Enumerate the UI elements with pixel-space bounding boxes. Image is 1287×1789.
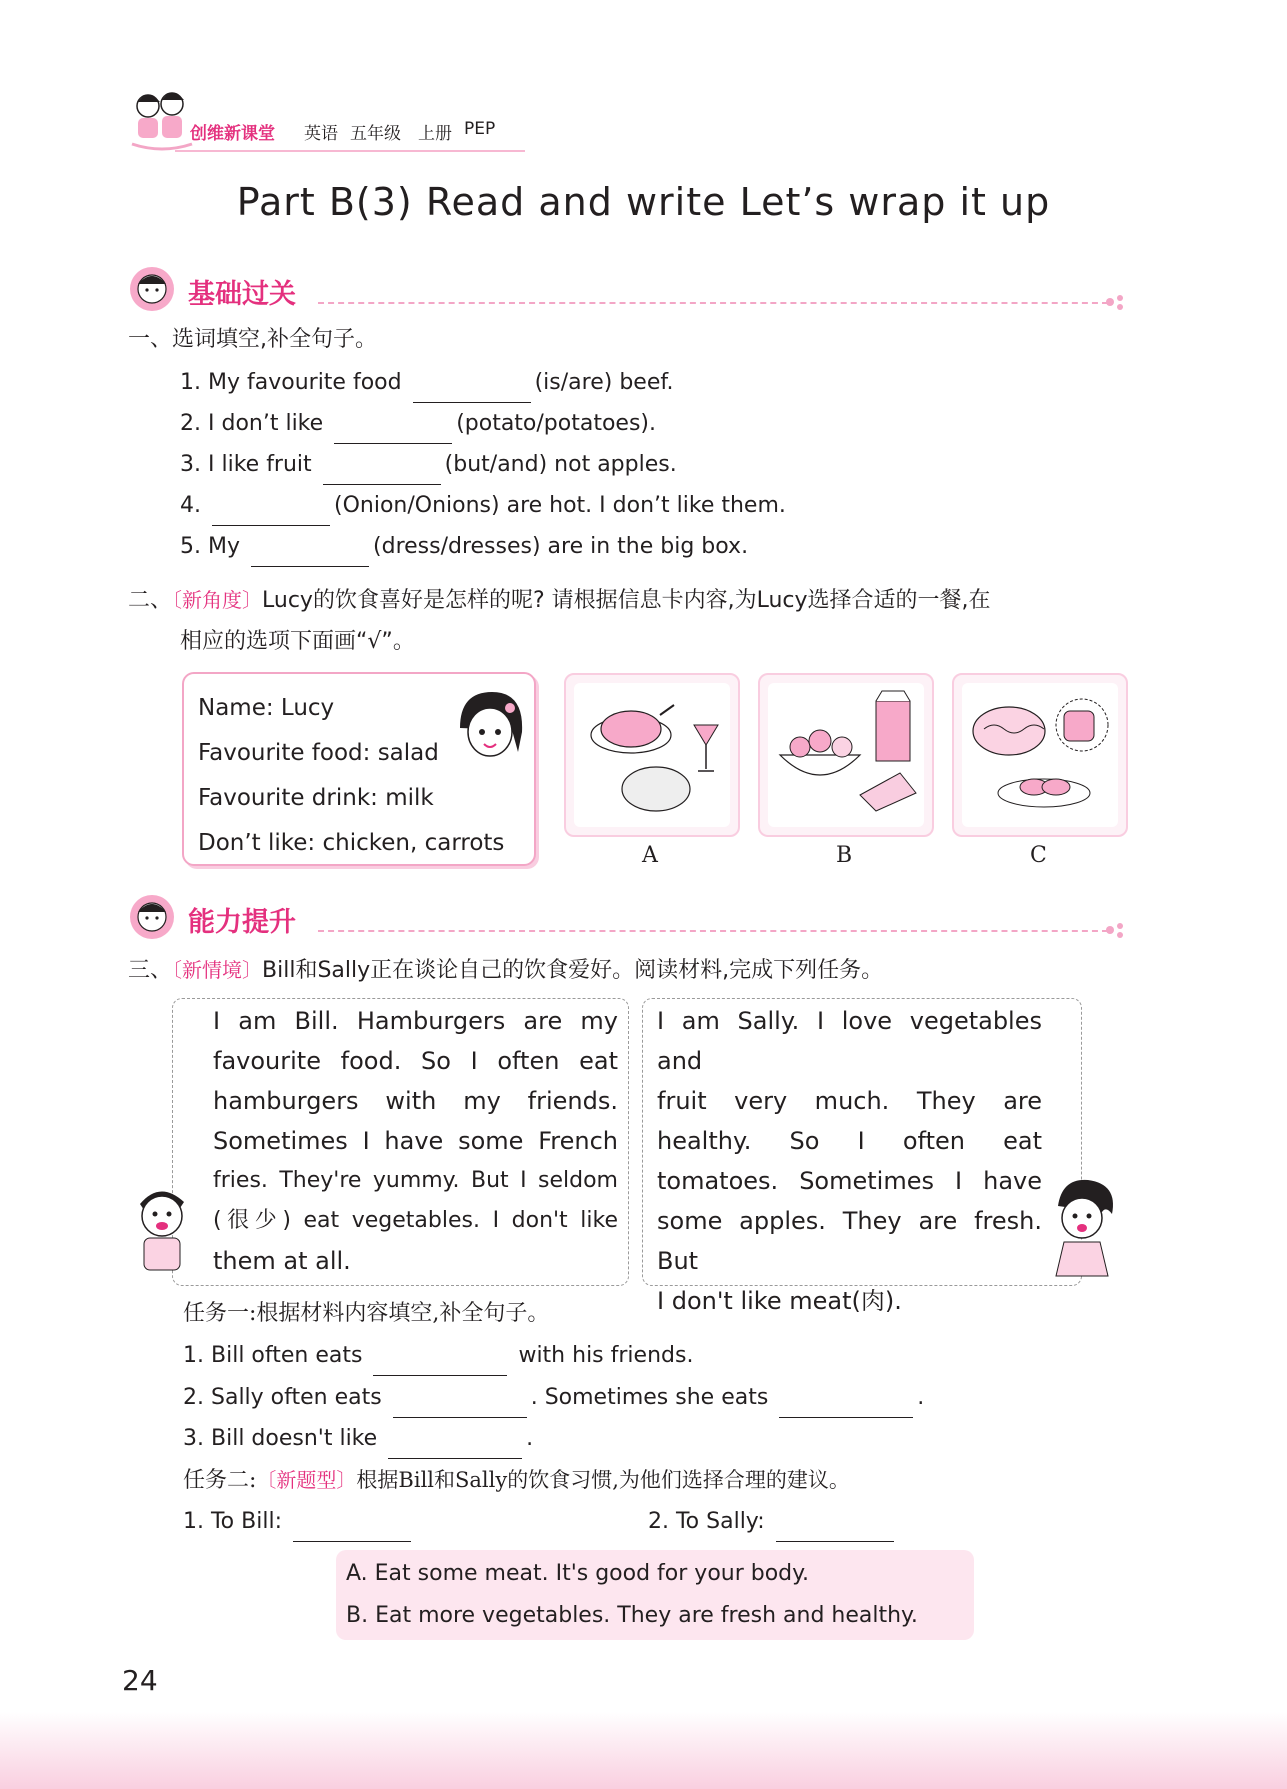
answer-blank[interactable] xyxy=(323,460,441,485)
task-2-label: 任务二:〔新题型〕根据Bill和Sally的饮食习惯,为他们选择合理的建议。 xyxy=(183,1468,850,1493)
suggestion-choices-box xyxy=(336,1550,974,1640)
girl-badge-icon xyxy=(128,892,180,942)
dotted-divider xyxy=(318,930,1108,932)
grade: 五年级 xyxy=(350,124,401,144)
answer-blank[interactable] xyxy=(373,1351,507,1376)
lucy-info-card xyxy=(182,672,536,866)
girl-badge-icon xyxy=(128,264,180,314)
answer-blank[interactable] xyxy=(251,542,369,567)
bill-cartoon-icon xyxy=(128,1180,198,1280)
header-divider xyxy=(175,150,525,152)
task1-sentence-1: 1. Bill often eats with his friends. xyxy=(183,1336,693,1376)
option-label-a: A xyxy=(642,843,658,868)
card-food: Favourite food: salad xyxy=(198,740,439,766)
brand-name: 创维新课堂 xyxy=(190,124,275,144)
q1-item-3: 3. I like fruit (but/and) not apples. xyxy=(180,445,677,485)
sally-cartoon-icon xyxy=(1042,1176,1122,1286)
card-name: Name: Lucy xyxy=(198,695,335,721)
task1-sentence-3: 3. Bill doesn't like . xyxy=(183,1419,533,1459)
section-heading-label: 能力提升 xyxy=(188,907,296,938)
noodles-meal-icon xyxy=(964,685,1116,825)
question-2-text-cont: 相应的选项下面画“√”。 xyxy=(180,629,415,654)
card-dislike: Don’t like: chicken, carrots xyxy=(198,830,505,856)
footer-band xyxy=(0,1712,1287,1789)
new-context-tag: 〔新情境〕 xyxy=(172,958,263,982)
section-heading-label: 基础过关 xyxy=(188,279,296,310)
page-number: 24 xyxy=(122,1664,158,1697)
decor-dots-icon xyxy=(1104,920,1128,940)
answer-blank[interactable] xyxy=(334,419,452,444)
task-1-label: 任务一:根据材料内容填空,补全句子。 xyxy=(183,1301,550,1326)
option-label-c: C xyxy=(1030,843,1047,868)
to-sally-answer: 2. To Sally: xyxy=(648,1502,898,1542)
section-heading-advanced xyxy=(128,892,1128,942)
answer-blank[interactable] xyxy=(393,1393,527,1418)
meal-option-a[interactable] xyxy=(564,673,740,837)
page-title: Part B(3) Read and write Let’s wrap it up xyxy=(236,180,1051,224)
new-type-tag: 〔新题型〕 xyxy=(256,1468,357,1492)
q1-item-5: 5. My (dress/dresses) are in the big box. xyxy=(180,527,748,567)
answer-blank[interactable] xyxy=(413,378,531,403)
meal-option-b[interactable] xyxy=(758,673,934,837)
kids-logo-icon xyxy=(128,86,198,156)
volume: 上册 xyxy=(418,124,452,144)
question-3-text: 三、〔新情境〕Bill和Sally正在谈论自己的饮食爱好。阅读材料,完成下列任务。 xyxy=(128,958,884,983)
meal-option-c[interactable] xyxy=(952,673,1128,837)
bill-passage-box: I am Bill. Hamburgers are my favourite food. So I often eat hamburgers with my friends. Sometimes I have some French fries. They're yummy. But I seldom (很少) eat vegetables. I don't like them at all. xyxy=(172,998,629,1286)
question-1-label: 一、选词填空,补全句子。 xyxy=(128,327,377,352)
new-angle-tag: 〔新角度〕 xyxy=(172,588,263,612)
answer-blank[interactable] xyxy=(212,501,330,526)
lucy-portrait-icon xyxy=(450,688,526,768)
salad-milk-meal-icon xyxy=(770,685,922,825)
choice-a: A. Eat some meat. It's good for your body. xyxy=(346,1561,810,1586)
answer-blank[interactable] xyxy=(293,1517,411,1542)
page-header xyxy=(128,86,528,156)
section-heading-basic xyxy=(128,264,1128,314)
dotted-divider xyxy=(318,302,1108,304)
answer-blank[interactable] xyxy=(779,1393,913,1418)
card-drink: Favourite drink: milk xyxy=(198,785,434,811)
option-label-b: B xyxy=(836,843,853,868)
choice-b: B. Eat more vegetables. They are fresh and healthy. xyxy=(346,1603,918,1628)
task1-sentence-2: 2. Sally often eats . Sometimes she eats . xyxy=(183,1378,924,1418)
q1-item-2: 2. I don’t like (potato/potatoes). xyxy=(180,404,656,444)
q1-item-4: 4. (Onion/Onions) are hot. I don’t like them. xyxy=(180,486,786,526)
roast-chicken-meal-icon xyxy=(576,685,728,825)
sally-passage-box: I am Sally. I love vegetables and fruit very much. They are healthy. So I often eat tomatoes. Sometimes I have some apples. They are fresh. But I don't like meat(肉). xyxy=(642,998,1082,1286)
answer-blank[interactable] xyxy=(388,1434,522,1459)
edition: PEP xyxy=(464,119,496,139)
to-bill-answer: 1. To Bill: xyxy=(183,1502,415,1542)
subject: 英语 xyxy=(304,124,338,144)
question-2-text: 二、〔新角度〕Lucy的饮食喜好是怎样的呢? 请根据信息卡内容,为Lucy选择合适的一餐,在 xyxy=(128,588,991,613)
decor-dots-icon xyxy=(1104,292,1128,312)
answer-blank[interactable] xyxy=(776,1517,894,1542)
q1-item-1: 1. My favourite food (is/are) beef. xyxy=(180,363,674,403)
